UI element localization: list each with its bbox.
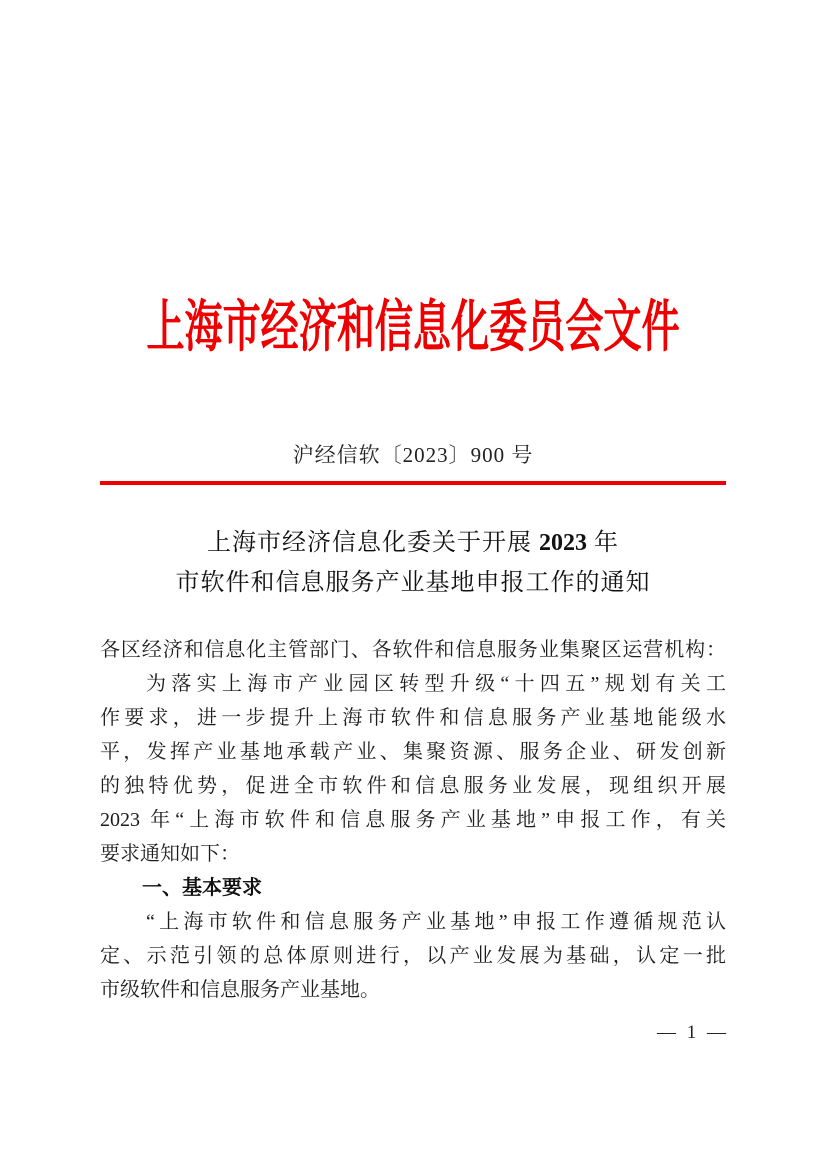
notice-title [0,523,826,603]
body-line: 要求通知如下： [100,843,240,865]
body-line: 的独特优势，促进全市软件和信息服务业发展，现组织开展 [100,775,726,797]
body-line: 为落实上海市产业园区转型升级“十四五”规划有关工 [146,673,726,695]
notice-title-line1-suffix: 年 [587,530,619,556]
body-line: “上海市软件和信息服务产业基地”申报工作遵循规范认 [146,911,726,933]
salutation: 各区经济和信息化主管部门、各软件和信息服务业集聚区运营机构： [100,639,726,661]
body-line: 2023 年“上海市软件和信息服务产业基地”申报工作，有关 [100,809,726,831]
page-number: — 1 — [657,1022,729,1043]
notice-body [100,633,726,1007]
notice-title-line1-prefix: 上海市经济信息化委关于开展 [207,530,539,556]
section-heading: 一、基本要求 [142,877,262,899]
notice-title-line2: 市软件和信息服务产业基地申报工作的通知 [175,570,651,596]
body-line: 平，发挥产业基地承载产业、集聚资源、服务企业、研发创新 [100,741,726,763]
body-line: 作要求，进一步提升上海市软件和信息服务产业基地能级水 [100,707,726,729]
notice-title-year: 2023 [539,530,587,556]
red-divider [100,481,726,485]
doc-number: 沪经信软〔2023〕900 号 [292,443,534,467]
letterhead-title: 上海市经济和信息化委员会文件 [146,297,680,359]
body-line: 定、示范引领的总体原则进行，以产业发展为基础，认定一批 [100,945,726,967]
body-line: 市级软件和信息服务产业基地。 [100,979,380,1001]
notice-title-line1 [0,523,826,563]
